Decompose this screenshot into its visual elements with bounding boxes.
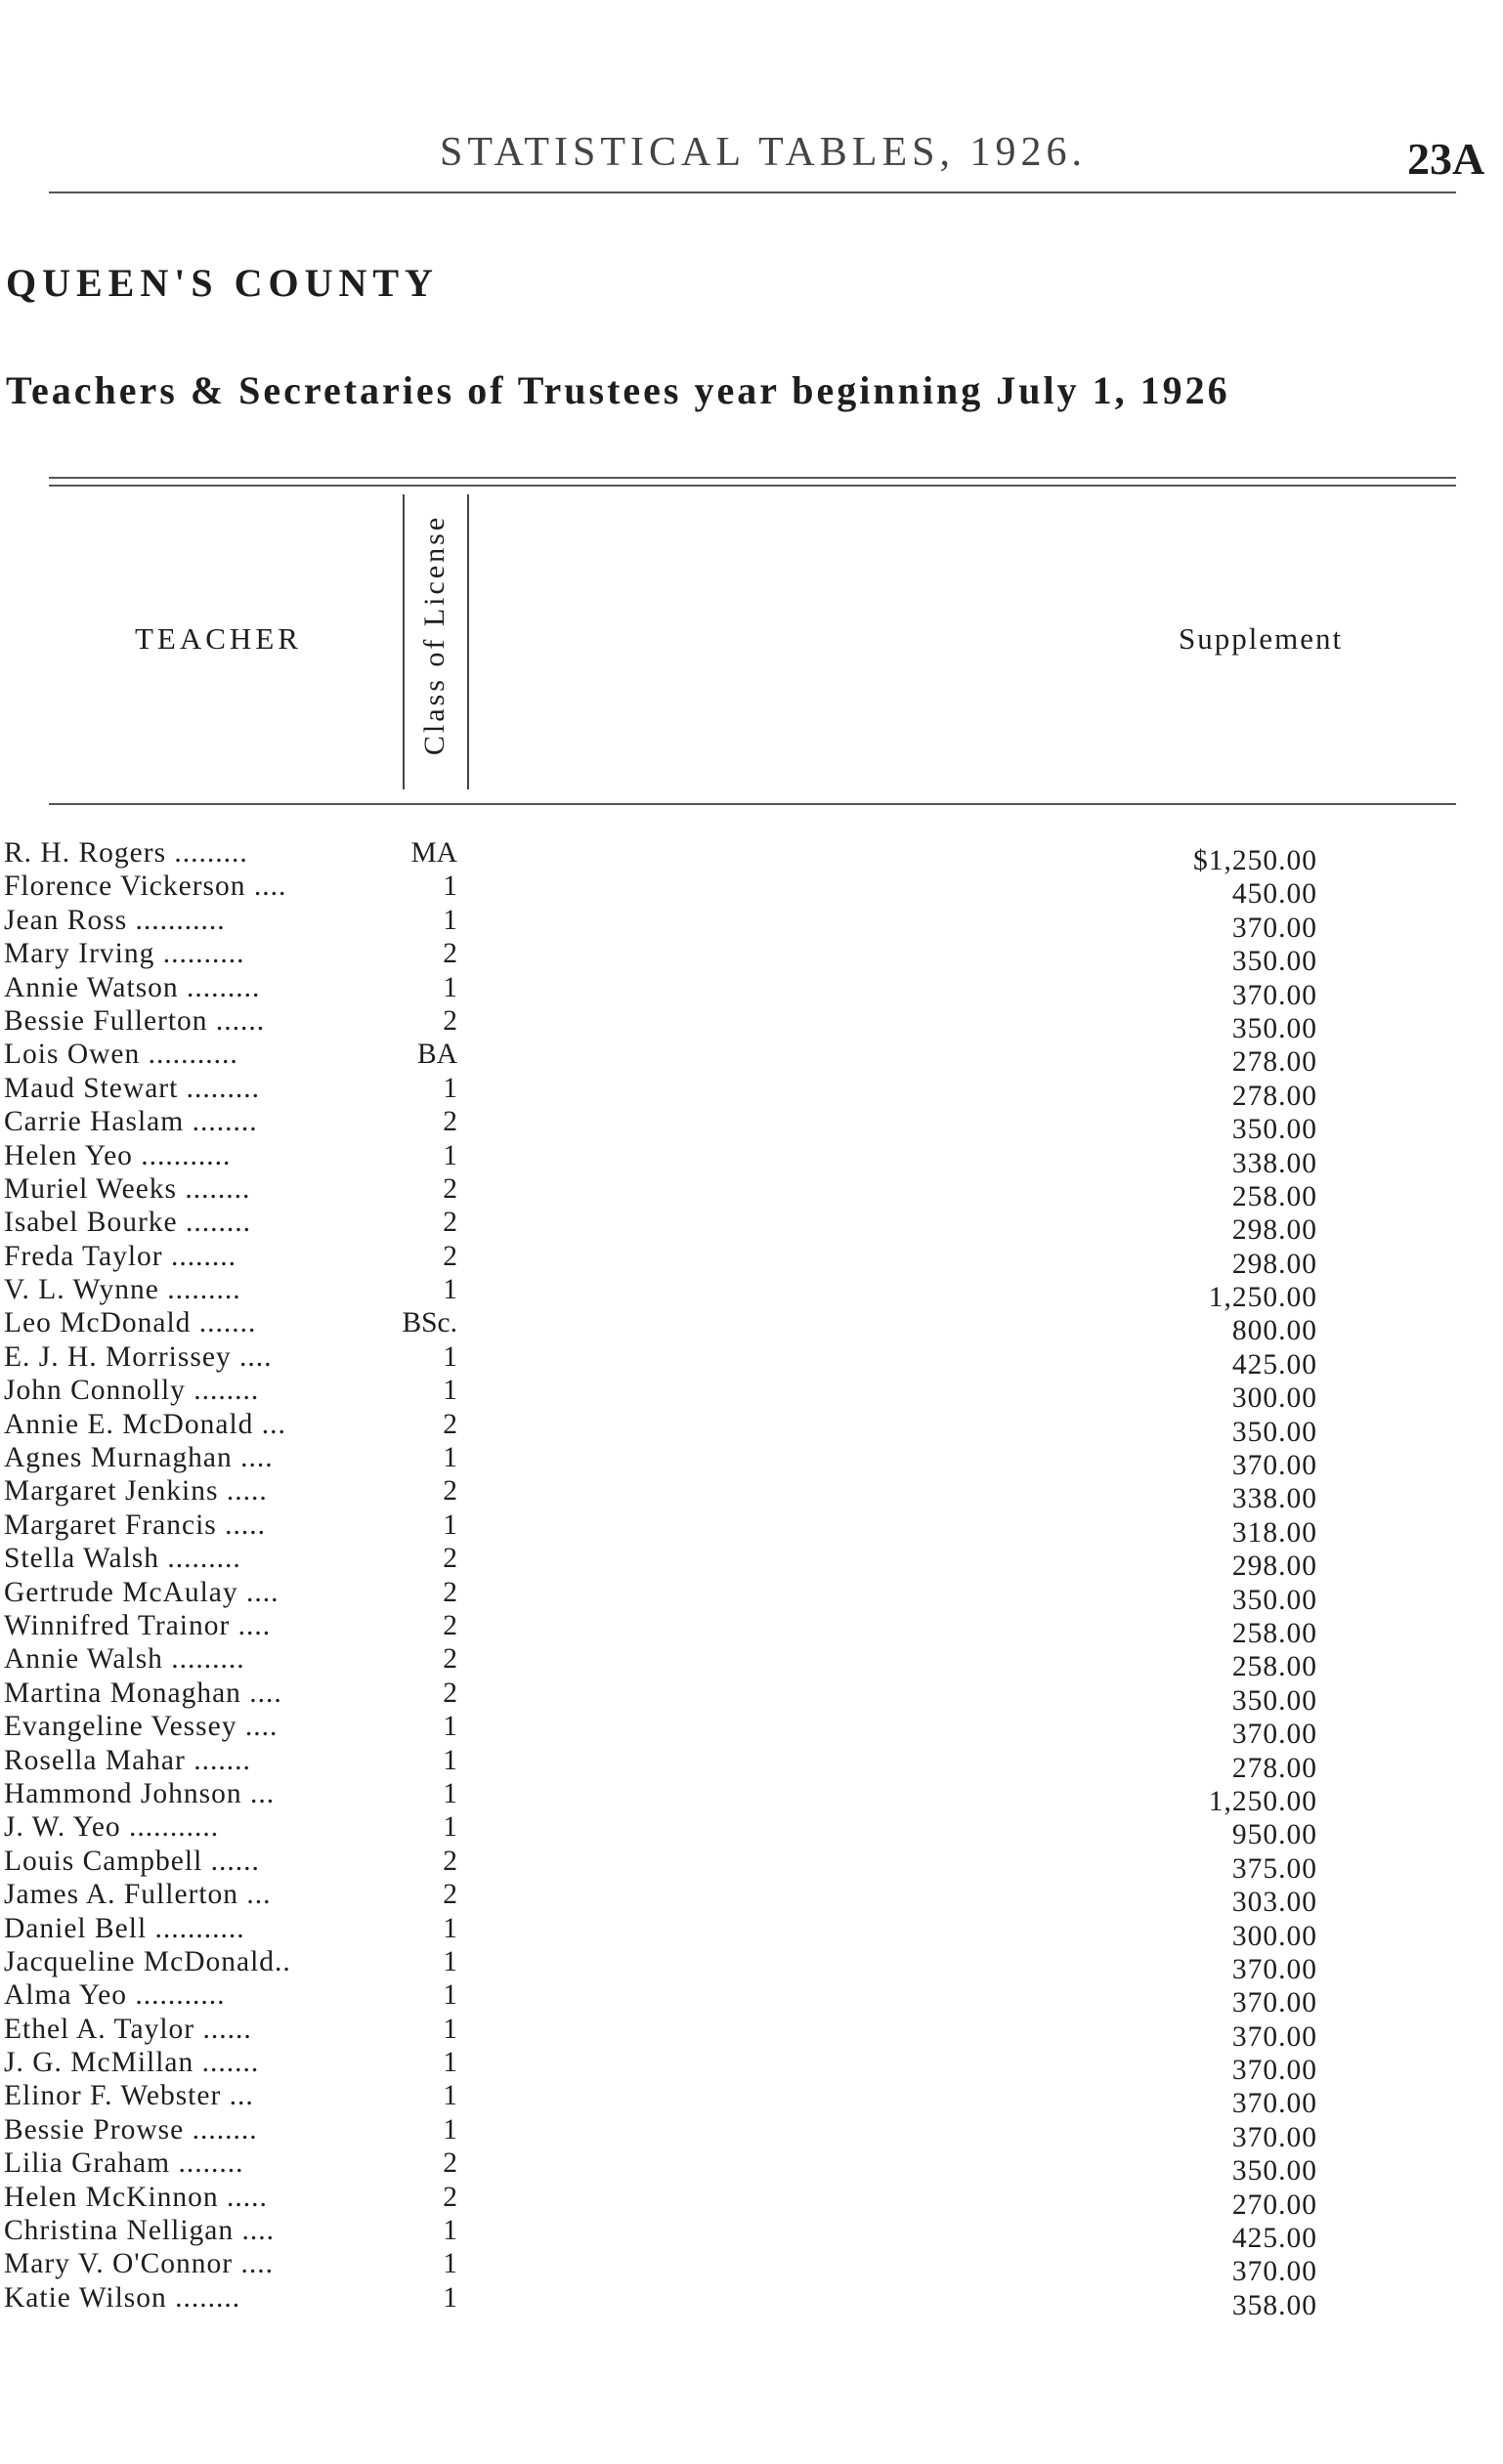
supplement-amount: 298.00 — [1231, 1248, 1317, 1280]
license-class: 2 — [443, 1643, 457, 1676]
header-bottom-rule — [49, 803, 1456, 805]
license-class: 1 — [443, 1744, 457, 1776]
supplement-amount: 370.00 — [1231, 1450, 1317, 1482]
teacher-name: Mary Irving .......... — [4, 938, 245, 970]
table-row — [0, 1408, 1503, 1448]
license-class: 2 — [443, 938, 457, 970]
table-row — [0, 1240, 1503, 1280]
license-class: 2 — [443, 1172, 457, 1205]
license-class: 2 — [443, 1240, 457, 1272]
table-row — [0, 904, 1503, 944]
supplement-amount: 350.00 — [1231, 1684, 1317, 1717]
table-row — [0, 1474, 1503, 1515]
license-class: 2 — [443, 1609, 457, 1641]
table-row — [0, 1206, 1503, 1247]
supplement-amount: 350.00 — [1231, 946, 1317, 978]
license-class: 1 — [443, 1072, 457, 1104]
supplement-amount: 370.00 — [1231, 2256, 1317, 2288]
table-row — [0, 1273, 1503, 1314]
teacher-name: Helen Yeo ........... — [4, 1139, 232, 1171]
teacher-name: Hammond Johnson ... — [4, 1777, 276, 1809]
supplement-amount: 800.00 — [1231, 1315, 1317, 1347]
license-class: MA — [410, 837, 457, 869]
supplement-amount: 350.00 — [1231, 1012, 1317, 1044]
table-row — [0, 971, 1503, 1011]
supplement-amount: 258.00 — [1231, 1180, 1317, 1212]
teacher-name: Agnes Murnaghan .... — [4, 1442, 274, 1474]
table-row — [0, 1978, 1503, 2019]
table-row — [0, 1374, 1503, 1415]
supplement-amount: 258.00 — [1231, 1617, 1317, 1649]
teacher-name: Katie Wilson ........ — [4, 2281, 241, 2314]
table-row — [0, 2214, 1503, 2255]
table-subtitle: Teachers & Secretaries of Trustees year beginning July 1, 1926 — [6, 368, 1230, 412]
teacher-name: Jacqueline McDonald.. — [4, 1945, 291, 1977]
teacher-name: Daniel Bell ........... — [4, 1912, 245, 1944]
teacher-name: J. W. Yeo ........... — [4, 1811, 220, 1844]
teacher-name: James A. Fullerton ... — [4, 1879, 272, 1911]
supplement-amount: 425.00 — [1231, 2223, 1317, 2255]
teacher-name: Annie Walsh ......... — [4, 1643, 245, 1676]
license-class: 2 — [443, 1475, 457, 1508]
table-row — [0, 1038, 1503, 1079]
teacher-name: Margaret Jenkins ..... — [4, 1475, 268, 1508]
license-class: 1 — [443, 1274, 457, 1306]
teacher-name: Maud Stewart ......... — [4, 1072, 261, 1104]
table-row — [0, 2146, 1503, 2188]
table-row — [0, 1508, 1503, 1549]
table-row — [0, 836, 1503, 876]
license-class: 2 — [443, 1004, 457, 1037]
license-class: 1 — [443, 2047, 457, 2079]
license-class: 2 — [443, 2181, 457, 2213]
teacher-name: Jean Ross ........... — [4, 904, 226, 936]
table-row — [0, 1810, 1503, 1851]
column-divider-left — [403, 494, 405, 789]
table-row — [0, 1441, 1503, 1482]
teacher-name: Freda Taylor ........ — [4, 1240, 236, 1272]
table-row — [0, 2013, 1503, 2053]
license-class: 1 — [443, 1979, 457, 2012]
supplement-amount: 300.00 — [1231, 1382, 1317, 1415]
license-class: 1 — [443, 1442, 457, 1474]
supplement-amount: 300.00 — [1231, 1920, 1317, 1952]
license-class: 2 — [443, 1207, 457, 1239]
table-row — [0, 2046, 1503, 2087]
license-class: 1 — [443, 1508, 457, 1541]
license-class: 1 — [443, 1340, 457, 1373]
license-class: 2 — [443, 2147, 457, 2180]
teacher-name: Ethel A. Taylor ...... — [4, 2013, 252, 2045]
license-class: 2 — [443, 1845, 457, 1877]
table-row — [0, 1878, 1503, 1919]
license-class: 1 — [443, 1945, 457, 1977]
teacher-name: Martina Monaghan .... — [4, 1677, 282, 1709]
table-row — [0, 1576, 1503, 1616]
supplement-amount: 370.00 — [1231, 1987, 1317, 2019]
table-top-rule — [49, 477, 1456, 487]
running-head: STATISTICAL TABLES, 1926. — [440, 130, 1087, 175]
table-row — [0, 937, 1503, 978]
table-row — [0, 1642, 1503, 1683]
license-class: 1 — [443, 971, 457, 1003]
supplement-amount: 278.00 — [1231, 1752, 1317, 1784]
table-row — [0, 1105, 1503, 1146]
supplement-amount: 303.00 — [1231, 1887, 1317, 1919]
teacher-name: J. G. McMillan ....... — [4, 2047, 260, 2079]
license-class: 2 — [443, 1576, 457, 1608]
supplement-amount: 370.00 — [1231, 1719, 1317, 1751]
teacher-name: Florence Vickerson .... — [4, 871, 287, 903]
teacher-name: Margaret Francis ..... — [4, 1508, 267, 1541]
supplement-amount: 370.00 — [1231, 2088, 1317, 2120]
license-class: 1 — [443, 871, 457, 903]
supplement-amount: 370.00 — [1231, 912, 1317, 944]
table-row — [0, 870, 1503, 911]
license-class: 1 — [443, 1711, 457, 1743]
table-row — [0, 1945, 1503, 1985]
supplement-amount: 270.00 — [1231, 2188, 1317, 2221]
supplement-amount: 370.00 — [1231, 2020, 1317, 2053]
supplement-amount: 358.00 — [1231, 2289, 1317, 2321]
teacher-name: Christina Nelligan .... — [4, 2215, 275, 2247]
table-row — [0, 2281, 1503, 2321]
teacher-name: E. J. H. Morrissey .... — [4, 1340, 273, 1373]
supplement-amount: 950.00 — [1231, 1819, 1317, 1851]
supplement-amount: 1,250.00 — [1208, 1785, 1317, 1817]
supplement-amount: 318.00 — [1231, 1516, 1317, 1549]
license-class: 1 — [443, 1777, 457, 1809]
supplement-amount: 338.00 — [1231, 1147, 1317, 1179]
teacher-name: Leo McDonald ....... — [4, 1307, 257, 1339]
license-class: BA — [417, 1039, 457, 1071]
supplement-amount: 370.00 — [1231, 979, 1317, 1011]
table-row — [0, 1912, 1503, 1952]
license-class: 1 — [443, 1811, 457, 1844]
supplement-amount: 350.00 — [1231, 1416, 1317, 1448]
teacher-name: Muriel Weeks ........ — [4, 1172, 251, 1205]
supplement-amount: 370.00 — [1231, 2055, 1317, 2087]
teacher-name: Mary V. O'Connor .... — [4, 2248, 274, 2280]
teacher-name: Elinor F. Webster ... — [4, 2080, 254, 2112]
page-number: 23A — [1407, 134, 1485, 184]
table-row — [0, 2181, 1503, 2221]
column-header-supplement: Supplement — [1179, 621, 1344, 656]
teacher-name: V. L. Wynne ......... — [4, 1274, 241, 1306]
license-class: 2 — [443, 1543, 457, 1575]
license-class: 1 — [443, 1912, 457, 1944]
teacher-name: Bessie Prowse ........ — [4, 2113, 258, 2145]
supplement-amount: 370.00 — [1231, 1953, 1317, 1985]
table-row — [0, 1677, 1503, 1717]
license-class: 1 — [443, 2248, 457, 2280]
teacher-name: Bessie Fullerton ...... — [4, 1004, 266, 1037]
column-divider-right — [467, 494, 469, 789]
supplement-amount: 450.00 — [1231, 878, 1317, 911]
supplement-amount: 338.00 — [1231, 1483, 1317, 1515]
license-class: 2 — [443, 1677, 457, 1709]
license-class: BSc. — [402, 1307, 457, 1339]
teacher-name: Stella Walsh ......... — [4, 1543, 241, 1575]
license-class: 2 — [443, 1408, 457, 1440]
teacher-name: Carrie Haslam ........ — [4, 1106, 258, 1138]
supplement-amount: 278.00 — [1231, 1080, 1317, 1112]
table-row — [0, 2247, 1503, 2288]
supplement-amount: 1,250.00 — [1208, 1282, 1317, 1314]
supplement-amount: 425.00 — [1231, 1348, 1317, 1381]
license-class: 1 — [443, 1375, 457, 1407]
license-class: 1 — [443, 2113, 457, 2145]
table-row — [0, 1609, 1503, 1649]
license-class: 1 — [443, 1139, 457, 1171]
teacher-name: Helen McKinnon ..... — [4, 2181, 268, 2213]
teacher-name: Gertrude McAulay .... — [4, 1576, 279, 1608]
teacher-name: John Connolly ........ — [4, 1375, 260, 1407]
teacher-name: Louis Campbell ...... — [4, 1845, 260, 1877]
license-class: 1 — [443, 904, 457, 936]
table-row — [0, 2079, 1503, 2120]
column-header-teacher: TEACHER — [135, 621, 302, 656]
header-rule — [49, 191, 1456, 193]
license-class: 1 — [443, 2080, 457, 2112]
teacher-table-body — [0, 836, 1503, 2321]
teacher-name: Annie E. McDonald ... — [4, 1408, 286, 1440]
table-row — [0, 1845, 1503, 1885]
supplement-amount: 298.00 — [1231, 1551, 1317, 1583]
supplement-amount: 350.00 — [1231, 1584, 1317, 1616]
column-header-class: Class of License — [418, 514, 451, 756]
table-row — [0, 1710, 1503, 1751]
teacher-name: Winnifred Trainor .... — [4, 1609, 272, 1641]
table-row — [0, 2113, 1503, 2153]
supplement-amount: 350.00 — [1231, 2155, 1317, 2188]
table-row — [0, 1172, 1503, 1212]
teacher-name: Alma Yeo ........... — [4, 1979, 226, 2012]
teacher-name: R. H. Rogers ......... — [4, 837, 248, 869]
county-title: QUEEN'S COUNTY — [6, 261, 439, 305]
supplement-amount: 258.00 — [1231, 1651, 1317, 1683]
table-row — [0, 1777, 1503, 1817]
supplement-amount: $1,250.00 — [1193, 845, 1317, 876]
teacher-name: Annie Watson ......... — [4, 971, 261, 1003]
teacher-name: Rosella Mahar ....... — [4, 1744, 251, 1776]
table-row — [0, 1139, 1503, 1179]
supplement-amount: 370.00 — [1231, 2121, 1317, 2153]
teacher-name: Lois Owen ........... — [4, 1039, 238, 1071]
table-row — [0, 1306, 1503, 1347]
license-class: 2 — [443, 1106, 457, 1138]
teacher-name: Evangeline Vessey .... — [4, 1711, 279, 1743]
license-class: 1 — [443, 2013, 457, 2045]
supplement-amount: 278.00 — [1231, 1046, 1317, 1079]
supplement-amount: 350.00 — [1231, 1114, 1317, 1146]
teacher-name: Isabel Bourke ........ — [4, 1207, 252, 1239]
teacher-name: Lilia Graham ........ — [4, 2147, 244, 2180]
table-row — [0, 1340, 1503, 1381]
license-class: 1 — [443, 2281, 457, 2314]
table-row — [0, 1744, 1503, 1784]
license-class: 1 — [443, 2215, 457, 2247]
table-row — [0, 1542, 1503, 1583]
supplement-amount: 298.00 — [1231, 1214, 1317, 1247]
table-row — [0, 1004, 1503, 1044]
table-row — [0, 1072, 1503, 1112]
license-class: 2 — [443, 1879, 457, 1911]
supplement-amount: 375.00 — [1231, 1852, 1317, 1885]
